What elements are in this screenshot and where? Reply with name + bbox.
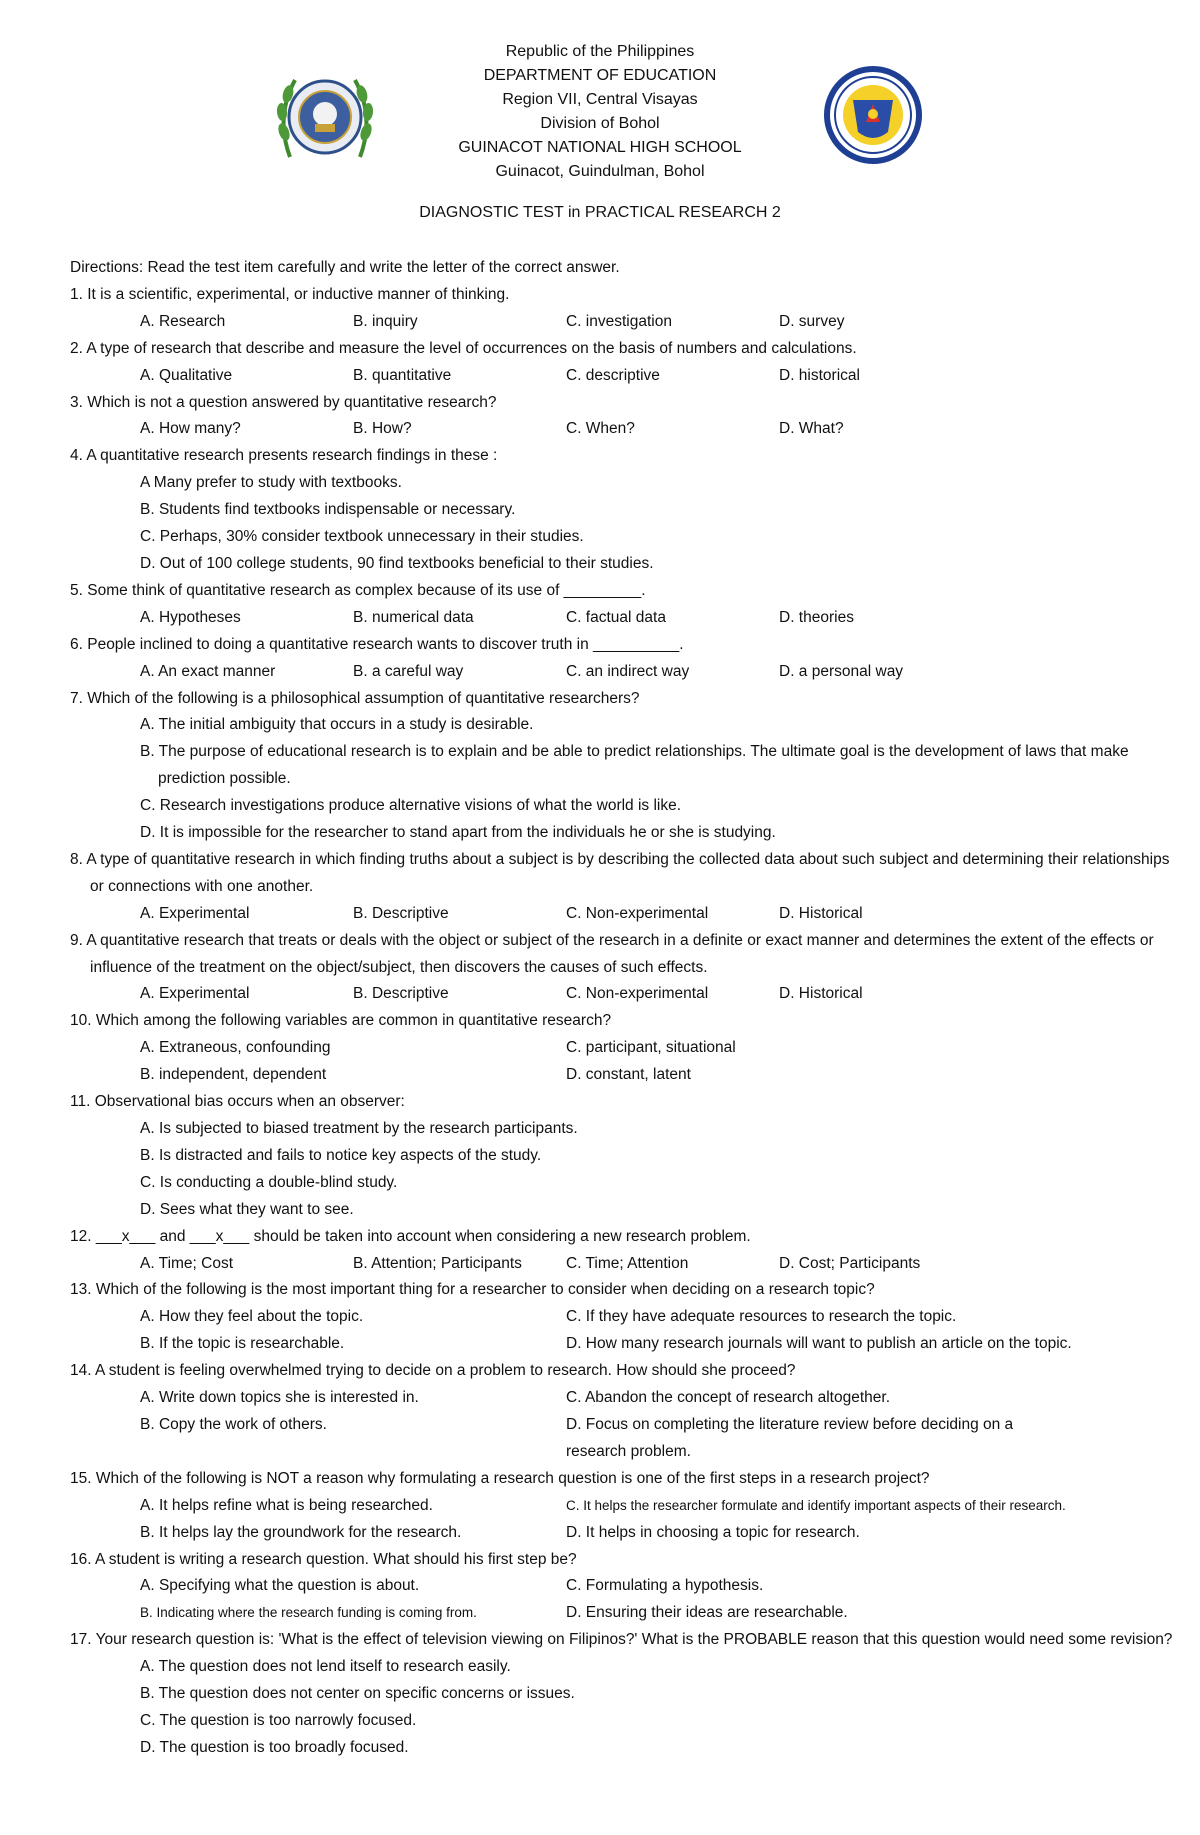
choice: B. Descriptive <box>353 985 449 1003</box>
choices-row <box>70 981 1180 1008</box>
choice: C. Time; Attention <box>566 1254 689 1272</box>
letterhead-line: Division of Bohol <box>540 115 660 132</box>
choice: B. Copy the work of others. <box>140 1415 327 1433</box>
choice: B. quantitative <box>353 366 452 384</box>
choice: D. Out of 100 college students, 90 find textbooks beneficial to their studies. <box>140 554 654 572</box>
choice: C. Is conducting a double-blind study. <box>140 1173 398 1191</box>
letterhead-line: Republic of the Philippines <box>505 43 695 60</box>
choices-row <box>70 363 1180 390</box>
choice: A. How they feel about the topic. <box>140 1308 364 1326</box>
choice: D. Historical <box>779 985 863 1003</box>
letterhead-line: DEPARTMENT OF EDUCATION <box>483 67 717 84</box>
choices-row <box>70 1035 1180 1062</box>
choice: A. Extraneous, confounding <box>140 1039 331 1057</box>
choices-row <box>70 1331 1180 1358</box>
letterhead-line: GUINACOT NATIONAL HIGH SCHOOL <box>458 139 742 156</box>
choice: D. What? <box>779 420 844 438</box>
question-8: 8. A type of quantitative research in which finding truths about a subject is by describing the collected data about such subject and determining their relationships or connections with one another. <box>70 850 1170 895</box>
choice: A. Qualitative <box>140 366 233 384</box>
question-11: 11. Observational bias occurs when an observer: <box>70 1093 405 1111</box>
question-16: 16. A student is writing a research question. What should his first step be? <box>70 1550 577 1568</box>
choice: C. descriptive <box>566 366 660 384</box>
choice: A. Experimental <box>140 904 250 922</box>
choices-row <box>70 416 1180 443</box>
choice: B. How? <box>353 420 412 438</box>
choice: B. Attention; Participants <box>353 1254 522 1272</box>
choice: B. Students find textbooks indispensable or necessary. <box>140 501 516 519</box>
choice: A. Is subjected to biased treatment by the research participants. <box>140 1120 578 1137</box>
letterhead <box>0 40 1200 184</box>
choice: D. Historical <box>779 904 863 922</box>
question-10: 10. Which among the following variables are common in quantitative research? <box>70 1012 612 1030</box>
choice: C. investigation <box>566 312 672 330</box>
choice: D. How many research journals will want to publish an article on the topic. <box>566 1335 1072 1353</box>
choice: A. How many? <box>140 420 241 438</box>
choice: D. The question is too broadly focused. <box>140 1738 409 1756</box>
choice: D. Ensuring their ideas are researchable. <box>566 1604 848 1622</box>
choices-row <box>70 1062 1180 1089</box>
choice: D. theories <box>779 608 854 626</box>
choice: A. Research <box>140 312 226 330</box>
choice: C. factual data <box>566 608 666 626</box>
choices-row <box>70 1251 1180 1278</box>
choice: A. Hypotheses <box>140 608 241 626</box>
choice: C. Non-experimental <box>566 985 709 1003</box>
choice: B. inquiry <box>353 312 418 330</box>
choice: A. Experimental <box>140 985 250 1003</box>
choice: A. The initial ambiguity that occurs in a study is desirable. <box>140 716 534 734</box>
choice: A. An exact manner <box>140 662 276 680</box>
choice: B. a careful way <box>353 662 464 680</box>
choice: B. independent, dependent <box>140 1066 327 1084</box>
choice: C. If they have adequate resources to research the topic. <box>566 1308 957 1326</box>
choice: C. Research investigations produce alternative visions of what the world is like. <box>140 797 682 815</box>
question-5: 5. Some think of quantitative research as complex because of its use of _________. <box>70 581 646 599</box>
question-15: 15. Which of the following is NOT a reason why formulating a research question is one of the first steps in a research project? <box>70 1469 930 1487</box>
letterhead-line: Region VII, Central Visayas <box>502 91 698 108</box>
question-1: 1. It is a scientific, experimental, or inductive manner of thinking. <box>70 285 510 303</box>
choice: D. survey <box>779 312 845 330</box>
choice: D. Sees what they want to see. <box>140 1200 354 1218</box>
question-17: 17. Your research question is: 'What is the effect of television viewing on Filipinos?' What is the PROBABLE reason that this question would need some revision? <box>70 1631 1173 1649</box>
directions: Directions: Read the test item carefully and write the letter of the correct answer. <box>70 259 620 276</box>
choices-row <box>70 309 1180 336</box>
choice: D. historical <box>779 366 860 384</box>
choice: D. It is impossible for the researcher to stand apart from the individuals he or she is studying. <box>140 824 776 842</box>
choice: B. Is distracted and fails to notice key aspects of the study. <box>140 1146 542 1164</box>
choice: C. participant, situational <box>566 1039 736 1057</box>
choices-row <box>70 901 1180 928</box>
question-6: 6. People inclined to doing a quantitative research wants to discover truth in __________. <box>70 635 684 653</box>
choice: B. numerical data <box>353 608 474 626</box>
choice: D. Cost; Participants <box>779 1254 921 1272</box>
test-body <box>70 255 1180 1762</box>
choice: A. Write down topics she is interested in. <box>140 1389 419 1407</box>
choice: C. an indirect way <box>566 662 690 680</box>
choices-row <box>70 1304 1180 1331</box>
question-12: 12. ___x___ and ___x___ should be taken into account when considering a new research problem. <box>70 1227 751 1245</box>
choice: B. It helps lay the groundwork for the research. <box>140 1523 462 1541</box>
choices-row <box>70 605 1180 632</box>
choice: A. It helps refine what is being researched. <box>140 1496 433 1514</box>
choice: B. Indicating where the research funding is coming from. <box>140 1605 477 1621</box>
choice: C. Perhaps, 30% consider textbook unnecessary in their studies. <box>140 528 584 546</box>
choice: C. The question is too narrowly focused. <box>140 1711 417 1729</box>
choice: C. It helps the researcher formulate and identify important aspects of their research. <box>566 1497 1066 1513</box>
question-2: 2. A type of research that describe and measure the level of occurrences on the basis of numbers and calculations. <box>70 339 857 357</box>
choice: C. Abandon the concept of research altogether. <box>566 1389 891 1407</box>
choice: C. When? <box>566 420 635 438</box>
question-7: 7. Which of the following is a philosophical assumption of quantitative researchers? <box>70 689 640 707</box>
choice: D. a personal way <box>779 662 904 680</box>
choices-row <box>70 1600 1180 1627</box>
choices-row <box>70 659 1180 686</box>
choice: A. The question does not lend itself to research easily. <box>140 1658 511 1676</box>
question-3: 3. Which is not a question answered by quantitative research? <box>70 393 497 411</box>
choice: B. If the topic is researchable. <box>140 1335 345 1353</box>
question-4: 4. A quantitative research presents research findings in these : <box>70 447 498 465</box>
choice: D. It helps in choosing a topic for research. <box>566 1523 860 1541</box>
choice: D. constant, latent <box>566 1066 691 1084</box>
choices-row <box>70 1520 1180 1547</box>
choice: B. The question does not center on specific concerns or issues. <box>140 1685 575 1703</box>
letterhead-line: Guinacot, Guindulman, Bohol <box>495 163 705 180</box>
choice: D. Focus on completing the literature review before deciding on a research problem. <box>566 1415 1014 1460</box>
choices-row <box>70 1573 1180 1600</box>
question-9: 9. A quantitative research that treats or deals with the object or subject of the research in a definite or exact manner and determines the extent of the effects or influence of the treatment on the object/subject, then discovers the causes of such effects. <box>70 931 1154 976</box>
choice: A. Specifying what the question is about. <box>140 1577 420 1595</box>
choice: C. Non-experimental <box>566 904 709 922</box>
choices-row <box>70 1385 1180 1412</box>
choice: C. Formulating a hypothesis. <box>566 1577 764 1595</box>
choice: A Many prefer to study with textbooks. <box>140 474 402 492</box>
test-title: DIAGNOSTIC TEST in PRACTICAL RESEARCH 2 <box>419 204 781 221</box>
choices-row <box>70 1493 1180 1520</box>
question-14: 14. A student is feeling overwhelmed trying to decide on a problem to research. How should she proceed? <box>70 1362 796 1380</box>
choice: A. Time; Cost <box>140 1254 234 1272</box>
choice: B. Descriptive <box>353 904 449 922</box>
question-13: 13. Which of the following is the most important thing for a researcher to consider when deciding on a research topic? <box>70 1281 875 1299</box>
choice: B. The purpose of educational research is to explain and be able to predict relationships. The ultimate goal is the development of laws that make prediction possible. <box>140 743 1129 788</box>
choices-row <box>70 1412 1180 1466</box>
